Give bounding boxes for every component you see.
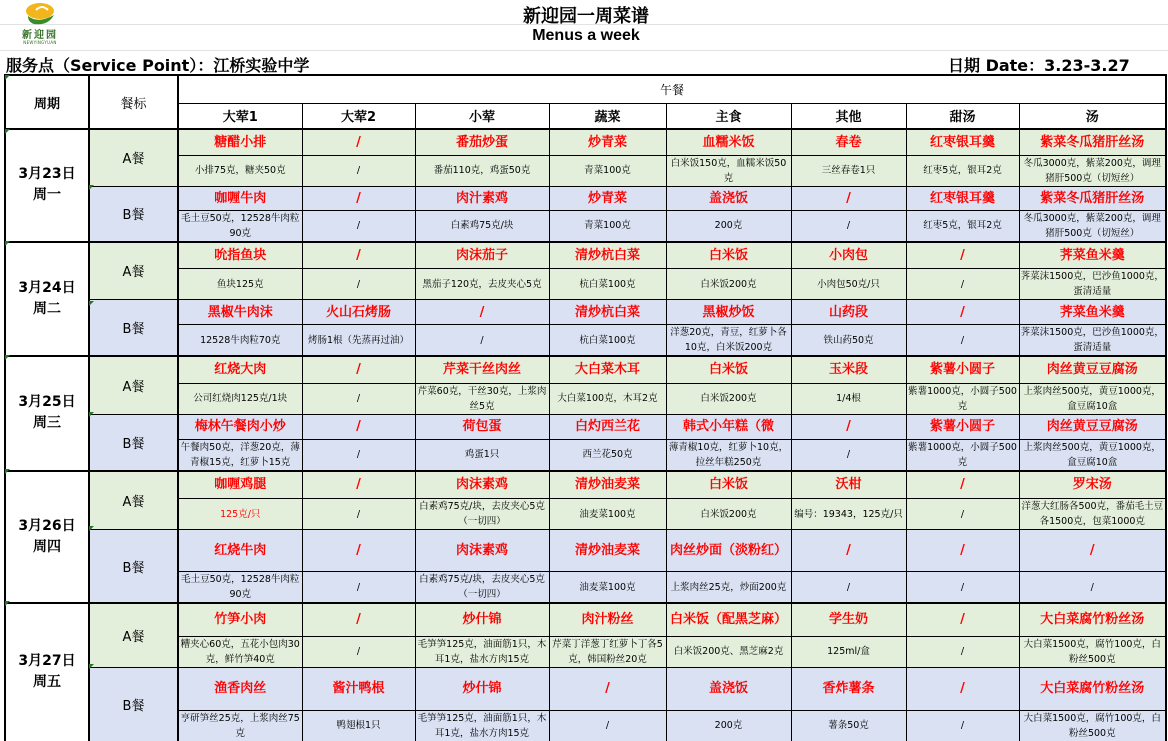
- header-col-small-meat: 小荤: [415, 103, 549, 129]
- ingredient-main1: 午餐肉50克，洋葱20克，薄青椒15克，红萝卜15克: [178, 439, 302, 471]
- ingredient-soup: 大白菜1500克，腐竹100克，白粉丝500克: [1019, 636, 1166, 667]
- dish-staple: 黑椒炒饭: [666, 300, 791, 325]
- dish-small-meat: 肉汁素鸡: [415, 186, 549, 210]
- ingredient-soup: 冬瓜3000克，紫菜200克，调理猪肝500克（切短丝）: [1019, 155, 1166, 186]
- ingredient-main1: 毛土豆50克，12528牛肉粒90克: [178, 572, 302, 604]
- dish-sweet-soup: 紫薯小圆子: [906, 414, 1019, 439]
- ingredient-vegetable: 青菜100克: [549, 155, 666, 186]
- ingredient-vegetable: 杭白菜100克: [549, 325, 666, 357]
- dish-main2: 火山石烤肠: [302, 300, 415, 325]
- dish-other: 沃柑: [791, 471, 906, 499]
- dish-small-meat: 芹菜干丝肉丝: [415, 356, 549, 383]
- dish-other: 小肉包: [791, 242, 906, 269]
- meal-label: A餐: [89, 129, 178, 186]
- logo-text: 新迎园: [22, 30, 58, 41]
- header-col-staple: 主食: [666, 103, 791, 129]
- day-cell: [5, 356, 89, 471]
- dish-sweet-soup: 紫薯小圆子: [906, 356, 1019, 383]
- meal-label: A餐: [89, 603, 178, 667]
- dish-main2: /: [302, 356, 415, 383]
- ingredient-other: 1/4根: [791, 383, 906, 414]
- dish-main2: /: [302, 186, 415, 210]
- ingredient-other: /: [791, 572, 906, 604]
- dish-soup: /: [1019, 530, 1166, 572]
- ingredient-soup: /: [1019, 572, 1166, 604]
- page-title: 新迎园一周菜谱: [523, 6, 649, 27]
- ingredient-sweet-soup: /: [906, 499, 1019, 530]
- day-weekday: 周一: [33, 187, 61, 204]
- dish-main1: 吮指鱼块: [178, 242, 302, 269]
- ingredient-soup: 冬瓜3000克，紫菜200克，调理猪肝500克（切短丝）: [1019, 210, 1166, 242]
- ingredient-staple: 200克: [666, 210, 791, 242]
- header-lunch-group: 午餐: [178, 75, 1166, 103]
- dish-vegetable: 清炒杭白菜: [549, 300, 666, 325]
- day-weekday: 周三: [33, 415, 61, 432]
- logo-subtext: NEWYINGYUAN: [23, 40, 57, 45]
- dish-main1: 咖喱牛肉: [178, 186, 302, 210]
- comment-marker-icon: [89, 664, 94, 669]
- dish-staple: 肉丝炒面（淡粉红）: [666, 530, 791, 572]
- dish-sweet-soup: 红枣银耳羹: [906, 186, 1019, 210]
- dish-main2: /: [302, 530, 415, 572]
- meal-label: B餐: [89, 300, 178, 357]
- comment-marker-icon: [89, 526, 94, 531]
- ingredient-small-meat: 鸡蛋1只: [415, 439, 549, 471]
- gridline: [0, 50, 1168, 51]
- ingredient-vegetable: 西兰花50克: [549, 439, 666, 471]
- dish-vegetable: 炒青菜: [549, 129, 666, 155]
- dish-staple: 白米饭: [666, 356, 791, 383]
- ingredient-sweet-soup: /: [906, 325, 1019, 357]
- ingredient-small-meat: 白素鸡75克/块，去皮夹心5克（一切四）: [415, 572, 549, 604]
- comment-marker-icon: [5, 601, 10, 606]
- dish-other: 春卷: [791, 129, 906, 155]
- ingredient-staple: 白米饭200克、黑芝麻2克: [666, 636, 791, 667]
- dish-soup: 肉丝黄豆豆腐汤: [1019, 356, 1166, 383]
- ingredient-soup: 上浆肉丝500克，黄豆1000克，盒豆腐10盒: [1019, 439, 1166, 471]
- dish-vegetable: 大白菜木耳: [549, 356, 666, 383]
- ingredient-soup: 荠菜沫1500克，巴沙鱼1000克，蛋清适量: [1019, 269, 1166, 300]
- dish-main1: 红烧大肉: [178, 356, 302, 383]
- meal-label: B餐: [89, 667, 178, 741]
- ingredient-staple: 上浆肉丝25克，炒面200克: [666, 572, 791, 604]
- ingredient-vegetable: 油麦菜100克: [549, 499, 666, 530]
- day-date: 3月24日: [18, 279, 76, 296]
- dish-main2: /: [302, 603, 415, 636]
- ingredient-vegetable: 油麦菜100克: [549, 572, 666, 604]
- dish-other: 学生奶: [791, 603, 906, 636]
- ingredient-small-meat: 毛笋笋125克，油面筋1只，木耳1克，盐水方肉15克: [415, 710, 549, 741]
- ingredient-staple: 洋葱20克，青豆，红萝卜各10克，白米饭200克: [666, 325, 791, 357]
- dish-main1: 渔香肉丝: [178, 667, 302, 710]
- dish-other: 山药段: [791, 300, 906, 325]
- dish-vegetable: 肉汁粉丝: [549, 603, 666, 636]
- dish-staple: 盖浇饭: [666, 667, 791, 710]
- dish-soup: 肉丝黄豆豆腐汤: [1019, 414, 1166, 439]
- meal-label: A餐: [89, 471, 178, 530]
- ingredient-other: 125ml/盒: [791, 636, 906, 667]
- ingredient-main2: /: [302, 210, 415, 242]
- dish-other: 玉米段: [791, 356, 906, 383]
- meal-label: A餐: [89, 356, 178, 414]
- date-range: 日期 Date：3.23-3.27: [948, 56, 1130, 75]
- comment-marker-icon: [5, 241, 10, 246]
- header-col-main1: 大荤1: [178, 103, 302, 129]
- dish-main2: /: [302, 471, 415, 499]
- ingredient-main1: 亨研笋丝25克，上浆肉丝75克: [178, 710, 302, 741]
- ingredient-other: 小肉包50克/只: [791, 269, 906, 300]
- dish-small-meat: 肉沫素鸡: [415, 471, 549, 499]
- ingredient-main2: 鸭翅根1只: [302, 710, 415, 741]
- ingredient-small-meat: /: [415, 325, 549, 357]
- ingredient-staple: 白米饭200克: [666, 499, 791, 530]
- dish-other: /: [791, 530, 906, 572]
- dish-small-meat: 肉沫茄子: [415, 242, 549, 269]
- ingredient-sweet-soup: /: [906, 636, 1019, 667]
- ingredient-vegetable: 芹菜丁洋葱丁红萝卜丁各5克，韩国粉丝20克: [549, 636, 666, 667]
- ingredient-staple: 白米饭150克，血糯米饭50克: [666, 155, 791, 186]
- ingredient-main1: 糟夹心60克，五花小包肉30克，鲜竹笋40克: [178, 636, 302, 667]
- dish-vegetable: 清炒油麦菜: [549, 530, 666, 572]
- header-col-other: 其他: [791, 103, 906, 129]
- dish-staple: 血糯米饭: [666, 129, 791, 155]
- dish-sweet-soup: /: [906, 530, 1019, 572]
- dish-main2: /: [302, 414, 415, 439]
- dish-soup: 罗宋汤: [1019, 471, 1166, 499]
- ingredient-main2: /: [302, 439, 415, 471]
- ingredient-staple: 白米饭200克: [666, 383, 791, 414]
- comment-marker-icon: [89, 301, 94, 306]
- header-meal-standard: 餐标: [89, 75, 178, 129]
- header-col-sweet-soup: 甜汤: [906, 103, 1019, 129]
- day-date: 3月27日: [18, 653, 76, 670]
- dish-main1: 咖喱鸡腿: [178, 471, 302, 499]
- dish-main1: 竹笋小肉: [178, 603, 302, 636]
- ingredient-small-meat: 黑茄子120克，去皮夹心5克: [415, 269, 549, 300]
- ingredient-vegetable: 大白菜100克，木耳2克: [549, 383, 666, 414]
- dish-small-meat: 炒什锦: [415, 603, 549, 636]
- ingredient-sweet-soup: /: [906, 572, 1019, 604]
- ingredient-soup: 大白菜1500克，腐竹100克，白粉丝500克: [1019, 710, 1166, 741]
- service-point: 服务点（Service Point）：江桥实验中学: [6, 56, 310, 75]
- comment-marker-icon: [5, 75, 10, 80]
- ingredient-sweet-soup: /: [906, 710, 1019, 741]
- dish-vegetable: 白灼西兰花: [549, 414, 666, 439]
- logo: [12, 2, 68, 48]
- dish-soup: 大白菜腐竹粉丝汤: [1019, 667, 1166, 710]
- dish-small-meat: 肉沫素鸡: [415, 530, 549, 572]
- dish-soup: 大白菜腐竹粉丝汤: [1019, 603, 1166, 636]
- ingredient-sweet-soup: 紫薯1000克，小圆子500克: [906, 383, 1019, 414]
- ingredient-small-meat: 芹菜60克，干丝30克，上浆肉丝5克: [415, 383, 549, 414]
- header-col-main2: 大荤2: [302, 103, 415, 129]
- day-weekday: 周二: [33, 300, 61, 317]
- day-weekday: 周五: [33, 674, 61, 691]
- ingredient-vegetable: /: [549, 710, 666, 741]
- ingredient-main2: /: [302, 155, 415, 186]
- dish-other: /: [791, 186, 906, 210]
- ingredient-sweet-soup: 紫薯1000克，小圆子500克: [906, 439, 1019, 471]
- ingredient-soup: 荠菜沫1500克，巴沙鱼1000克，蛋清适量: [1019, 325, 1166, 357]
- page-subtitle: Menus a week: [532, 27, 640, 44]
- ingredient-main1: 公司红烧肉125克/1块: [178, 383, 302, 414]
- ingredient-main2: /: [302, 572, 415, 604]
- ingredient-main2: /: [302, 269, 415, 300]
- meal-label: A餐: [89, 242, 178, 300]
- ingredient-other: 铁山药50克: [791, 325, 906, 357]
- ingredient-other: /: [791, 210, 906, 242]
- weekly-menu-table: [4, 74, 1167, 741]
- header-col-vegetable: 蔬菜: [549, 103, 666, 129]
- meal-label: B餐: [89, 530, 178, 604]
- dish-main1: 糖醋小排: [178, 129, 302, 155]
- ingredient-other: /: [791, 439, 906, 471]
- dish-main1: 黑椒牛肉沫: [178, 300, 302, 325]
- ingredient-vegetable: 青菜100克: [549, 210, 666, 242]
- ingredient-main2: /: [302, 636, 415, 667]
- dish-other: 香炸薯条: [791, 667, 906, 710]
- dish-staple: 盖浇饭: [666, 186, 791, 210]
- ingredient-other: 薯条50克: [791, 710, 906, 741]
- ingredient-small-meat: 白素鸡75克/块，去皮夹心5克（一切四）: [415, 499, 549, 530]
- day-cell: [5, 603, 89, 741]
- day-cell: [5, 129, 89, 242]
- ingredient-soup: 洋葱大红肠各500克，番茄毛土豆各1500克，包菜1000克: [1019, 499, 1166, 530]
- dish-staple: 白米饭: [666, 471, 791, 499]
- dish-vegetable: 清炒油麦菜: [549, 471, 666, 499]
- meal-label: B餐: [89, 414, 178, 471]
- header-col-soup: 汤: [1019, 103, 1166, 129]
- ingredient-main2: 烤肠1根（先蒸再过油）: [302, 325, 415, 357]
- dish-sweet-soup: 红枣银耳羹: [906, 129, 1019, 155]
- dish-soup: 紫菜冬瓜猪肝丝汤: [1019, 129, 1166, 155]
- comment-marker-icon: [5, 355, 10, 360]
- ingredient-staple: 白米饭200克: [666, 269, 791, 300]
- dish-vegetable: 清炒杭白菜: [549, 242, 666, 269]
- ingredient-staple: 200克: [666, 710, 791, 741]
- dish-soup: 紫菜冬瓜猪肝丝汤: [1019, 186, 1166, 210]
- dish-main2: /: [302, 242, 415, 269]
- day-date: 3月23日: [18, 166, 76, 183]
- dish-sweet-soup: /: [906, 242, 1019, 269]
- ingredient-sweet-soup: 红枣5克，银耳2克: [906, 210, 1019, 242]
- ingredient-main1: 鱼块125克: [178, 269, 302, 300]
- dish-main2: 酱汁鸭根: [302, 667, 415, 710]
- ingredient-small-meat: 白素鸡75克/块: [415, 210, 549, 242]
- dish-main1: 梅林午餐肉小炒: [178, 414, 302, 439]
- dish-sweet-soup: /: [906, 471, 1019, 499]
- dish-soup: 荠菜鱼米羹: [1019, 300, 1166, 325]
- dish-small-meat: 荷包蛋: [415, 414, 549, 439]
- day-date: 3月26日: [18, 517, 76, 534]
- ingredient-small-meat: 番茄110克，鸡蛋50克: [415, 155, 549, 186]
- ingredient-main1: 12528牛肉粒70克: [178, 325, 302, 357]
- day-weekday: 周四: [33, 538, 61, 555]
- ingredient-sweet-soup: /: [906, 269, 1019, 300]
- dish-staple: 韩式小年糕（微: [666, 414, 791, 439]
- ingredient-main1: 毛土豆50克，12528牛肉粒90克: [178, 210, 302, 242]
- ingredient-main1: 125克/只: [178, 499, 302, 530]
- ingredient-small-meat: 毛笋笋125克，油面筋1只，木耳1克，盐水方肉15克: [415, 636, 549, 667]
- logo-swirl-icon: [12, 2, 68, 28]
- comment-marker-icon: [5, 129, 10, 134]
- comment-marker-icon: [89, 185, 94, 190]
- dish-small-meat: 炒什锦: [415, 667, 549, 710]
- dish-sweet-soup: /: [906, 603, 1019, 636]
- header-period: 周期: [5, 75, 89, 129]
- ingredient-other: 编号：19343，125克/只: [791, 499, 906, 530]
- ingredient-staple: 薄青椒10克，红萝卜10克，拉丝年糕250克: [666, 439, 791, 471]
- meal-label: B餐: [89, 186, 178, 242]
- dish-sweet-soup: /: [906, 300, 1019, 325]
- dish-small-meat: 番茄炒蛋: [415, 129, 549, 155]
- day-cell: [5, 242, 89, 357]
- ingredient-main1: 小排75克，糖夹50克: [178, 155, 302, 186]
- comment-marker-icon: [5, 469, 10, 474]
- dish-small-meat: /: [415, 300, 549, 325]
- dish-staple: 白米饭: [666, 242, 791, 269]
- dish-main1: 红烧牛肉: [178, 530, 302, 572]
- day-date: 3月25日: [18, 394, 76, 411]
- ingredient-vegetable: 杭白菜100克: [549, 269, 666, 300]
- dish-sweet-soup: /: [906, 667, 1019, 710]
- dish-main2: /: [302, 129, 415, 155]
- comment-marker-icon: [89, 412, 94, 417]
- dish-soup: 荠菜鱼米羹: [1019, 242, 1166, 269]
- dish-vegetable: 炒青菜: [549, 186, 666, 210]
- dish-vegetable: /: [549, 667, 666, 710]
- dish-other: /: [791, 414, 906, 439]
- day-cell: [5, 471, 89, 604]
- dish-staple: 白米饭（配黑芝麻）: [666, 603, 791, 636]
- ingredient-main2: /: [302, 383, 415, 414]
- ingredient-soup: 上浆肉丝500克，黄豆1000克，盒豆腐10盒: [1019, 383, 1166, 414]
- ingredient-main2: /: [302, 499, 415, 530]
- ingredient-sweet-soup: 红枣5克，银耳2克: [906, 155, 1019, 186]
- ingredient-other: 三丝春卷1只: [791, 155, 906, 186]
